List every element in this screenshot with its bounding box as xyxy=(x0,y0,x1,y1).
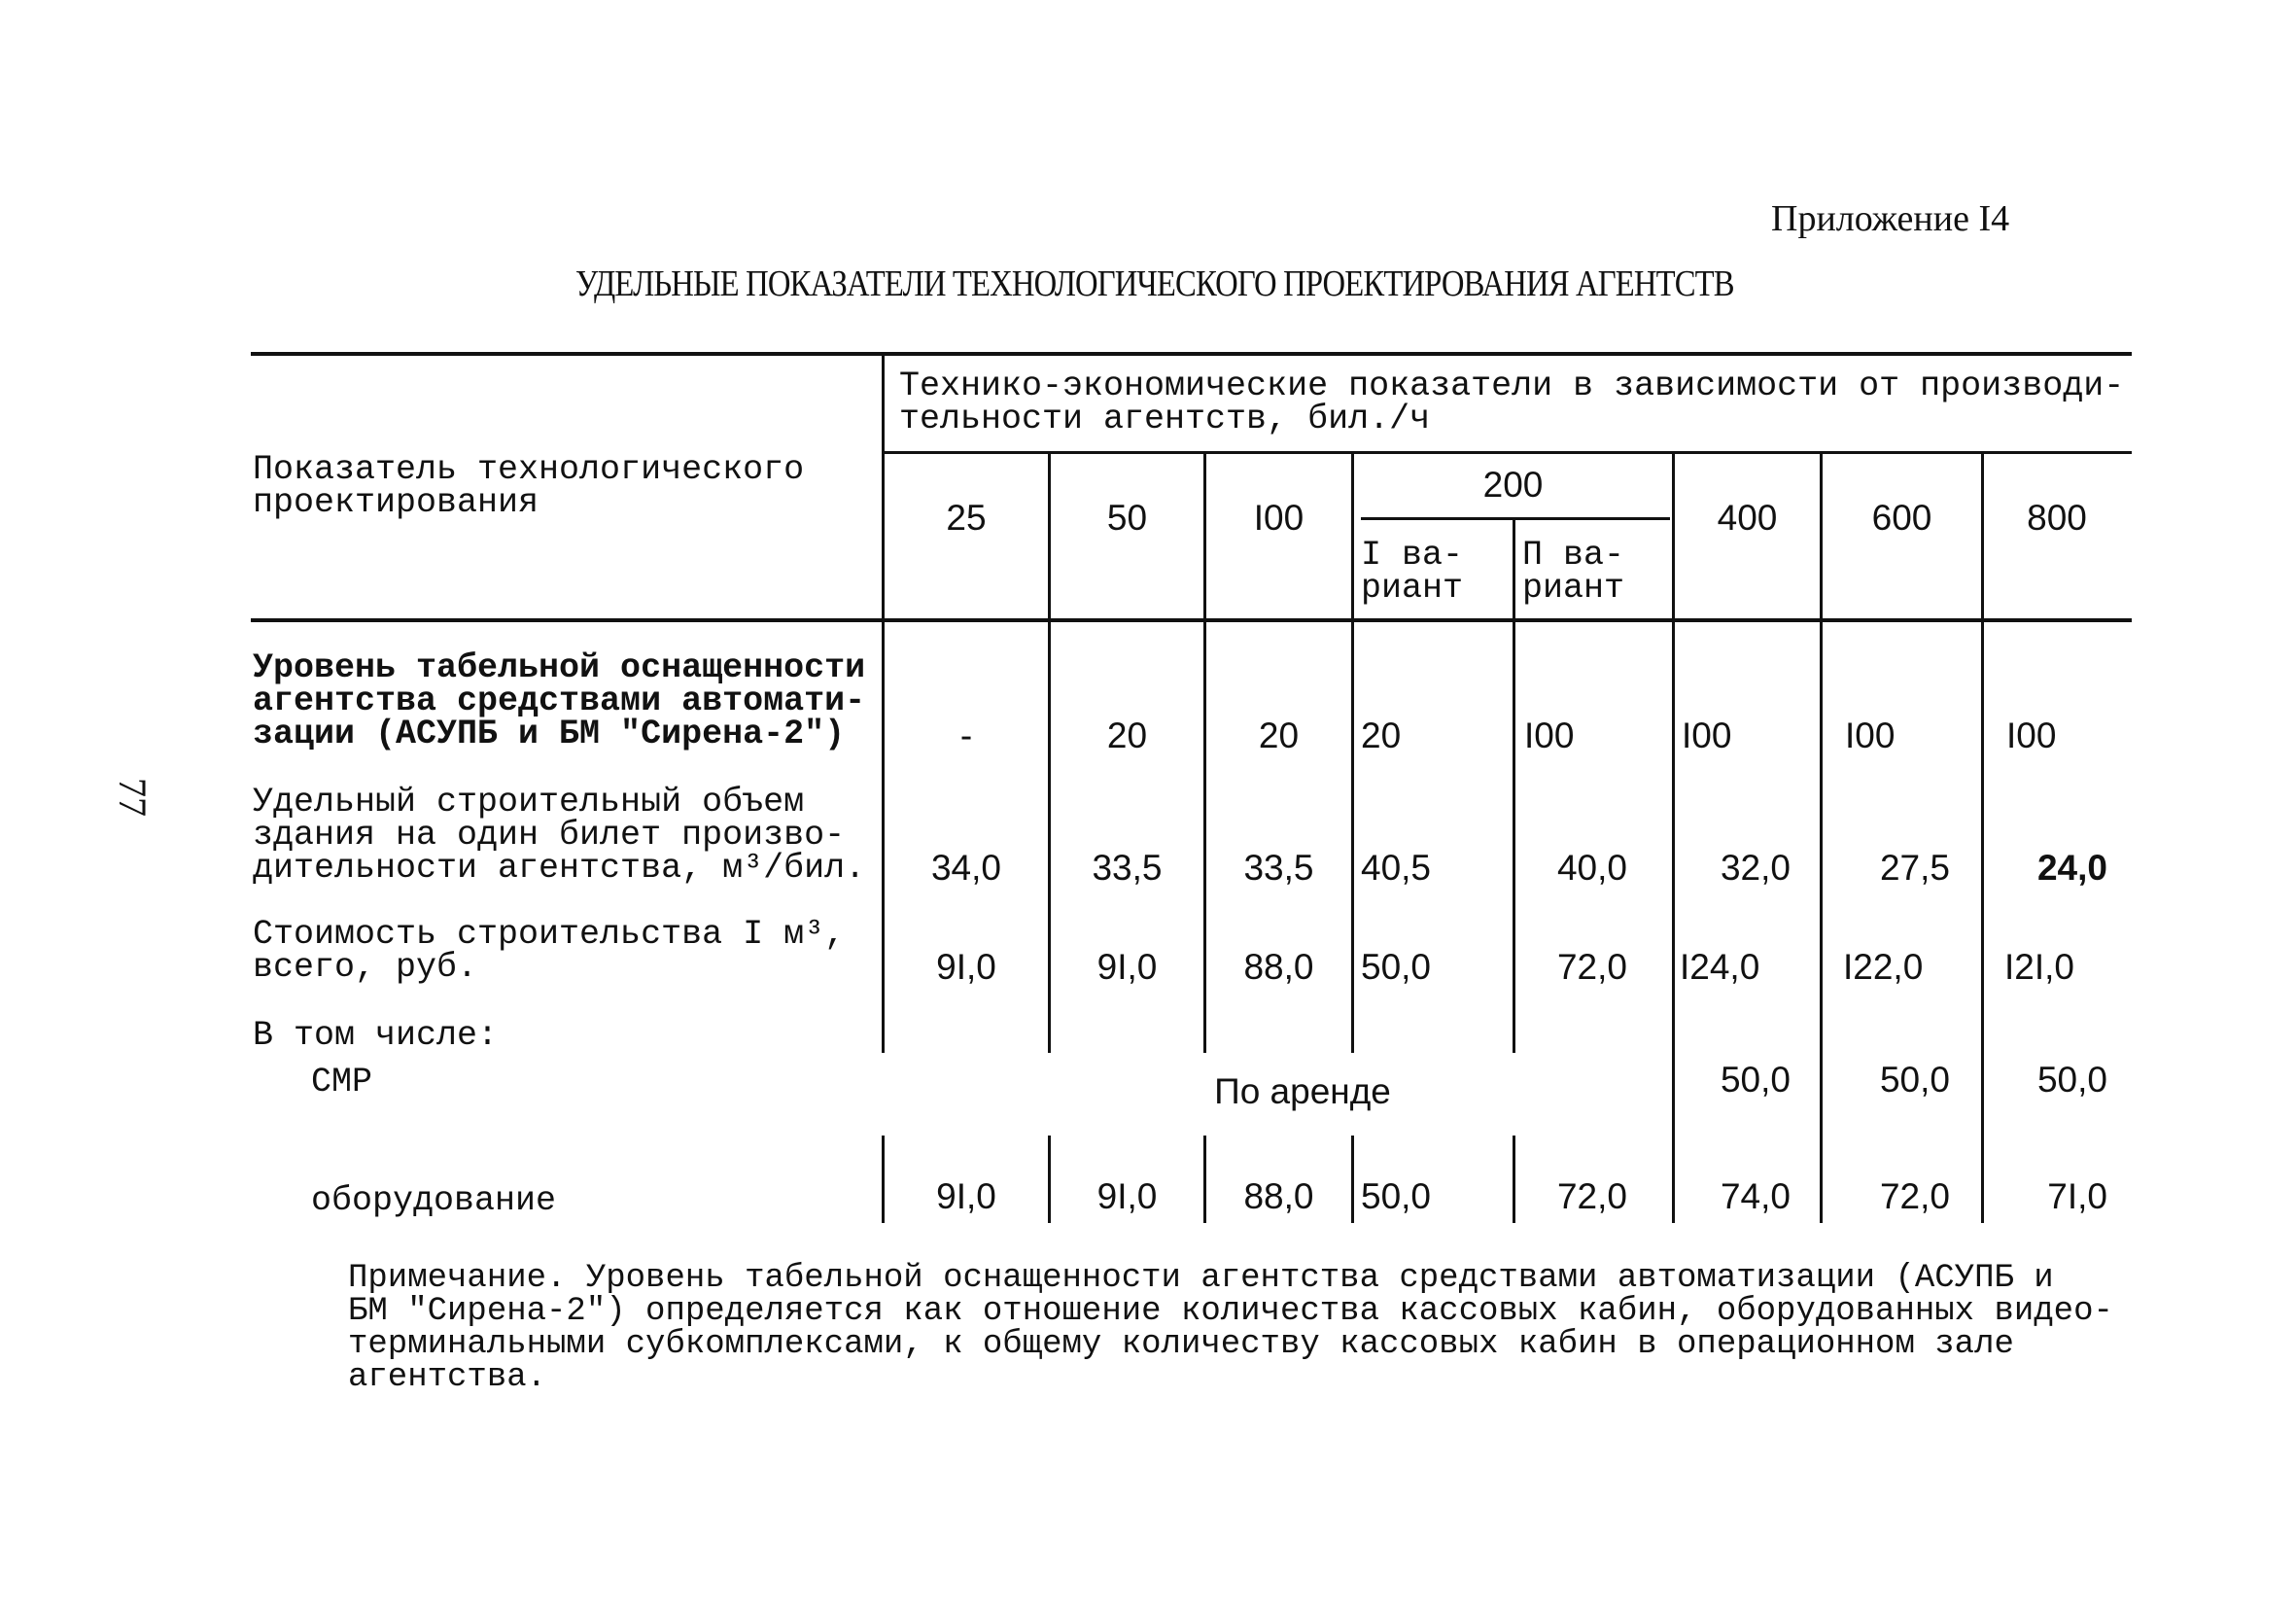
column-header-indicator: Показатель технологического проектирования xyxy=(253,450,805,522)
col-divider xyxy=(1981,620,1984,1223)
cell: 9I,0 xyxy=(936,1176,996,1216)
row-label: Удельный строительный объем здания на один билет произво- дительности агентства, м³/бил. xyxy=(253,783,866,888)
row-label: СМР xyxy=(311,1063,373,1101)
group-header-rule xyxy=(885,451,2132,454)
page-title: УДЕЛЬНЫЕ ПОКАЗАТЕЛИ ТЕХНОЛОГИЧЕСКОГО ПРОЕКТИРОВАНИЯ АГЕНТСТВ xyxy=(575,263,1734,304)
cell: 72,0 xyxy=(1556,947,1627,987)
cell: 33,5 xyxy=(1243,848,1314,888)
cell: 27,5 xyxy=(1879,848,1950,888)
cell: 40,5 xyxy=(1361,848,1432,888)
cell: 24,0 xyxy=(2036,848,2107,888)
cell: 50,0 xyxy=(2036,1060,2107,1100)
cell: 20 xyxy=(1361,716,1402,755)
cell: 33,5 xyxy=(1092,848,1163,888)
cell: 20 xyxy=(1258,716,1300,755)
capacity-header-200: 200 xyxy=(1482,465,1544,505)
col-divider xyxy=(1513,519,1515,620)
col-divider xyxy=(1351,1136,1354,1223)
col-divider xyxy=(882,620,885,1053)
appendix-label: Приложение I4 xyxy=(1771,198,2010,239)
capacity-header: 400 xyxy=(1717,498,1778,538)
cell: 40,0 xyxy=(1556,848,1627,888)
cell: 50,0 xyxy=(1361,947,1432,987)
capacity-header: 50 xyxy=(1106,498,1148,538)
col-divider xyxy=(1048,620,1051,1053)
cell: 7I,0 xyxy=(2047,1176,2107,1216)
cell: 50,0 xyxy=(1720,1060,1791,1100)
merged-cell: По аренде xyxy=(1214,1071,1391,1111)
cell: I2I,0 xyxy=(2004,947,2074,987)
col-divider xyxy=(1672,620,1675,1223)
cell: 72,0 xyxy=(1879,1176,1950,1216)
col-divider xyxy=(1203,620,1206,1053)
cell: 9I,0 xyxy=(1096,947,1158,987)
cell: 88,0 xyxy=(1243,1176,1314,1216)
cell: 72,0 xyxy=(1556,1176,1627,1216)
table-top-rule xyxy=(251,352,2132,356)
variant-1-header: I ва- риант xyxy=(1361,536,1464,608)
col-divider xyxy=(1513,1136,1515,1223)
col-divider xyxy=(1820,620,1823,1223)
row-label: оборудование xyxy=(311,1181,557,1220)
column-header-group: Технико-экономические показатели в зависимости от производи- тельности агентств, бил./ч xyxy=(899,367,2125,438)
row-label: Стоимость строительства I м³, всего, руб. xyxy=(253,915,846,987)
cell: I24,0 xyxy=(1680,947,1760,987)
col-divider xyxy=(1351,620,1354,1053)
cell: 88,0 xyxy=(1243,947,1314,987)
cell: 9I,0 xyxy=(936,947,996,987)
footnote: Примечание. Уровень табельной оснащенности агентства средствами автоматизации (АСУПБ и БМ "Сирена-2") определяется как отношение количества кассовых кабин, оборудованных видео- терминальными субкомплексами, к общему количеству кассовых кабин в операционном зале агентства. xyxy=(348,1260,2113,1396)
capacity-header: 600 xyxy=(1871,498,1932,538)
col-divider xyxy=(1513,620,1515,1053)
cell: 20 xyxy=(1106,716,1148,755)
cell: 34,0 xyxy=(930,848,1001,888)
cell: 9I,0 xyxy=(1096,1176,1158,1216)
cell: - xyxy=(959,716,973,755)
cell: I00 xyxy=(2006,716,2057,755)
capacity-header: I00 xyxy=(1253,498,1305,538)
col-divider-label xyxy=(882,352,885,620)
page-number: 77 xyxy=(111,778,155,817)
cell: I00 xyxy=(1682,716,1732,755)
cell: I22,0 xyxy=(1843,947,1924,987)
row-label: В том числе: xyxy=(253,1016,499,1055)
cell: I00 xyxy=(1845,716,1896,755)
cell: I00 xyxy=(1524,716,1575,755)
header-bottom-rule xyxy=(251,618,2132,622)
cell: 50,0 xyxy=(1879,1060,1950,1100)
row-label: Уровень табельной оснащенности агентства средствами автомати- зации (АСУПБ и БМ "Сирена-2") xyxy=(253,648,866,753)
capacity-header: 25 xyxy=(946,498,987,538)
cell: 74,0 xyxy=(1720,1176,1791,1216)
capacity-header: 800 xyxy=(2027,498,2087,538)
col200-split-rule xyxy=(1361,517,1670,520)
cell: 32,0 xyxy=(1720,848,1791,888)
cell: 50,0 xyxy=(1361,1176,1432,1216)
variant-2-header: П ва- риант xyxy=(1522,536,1625,608)
